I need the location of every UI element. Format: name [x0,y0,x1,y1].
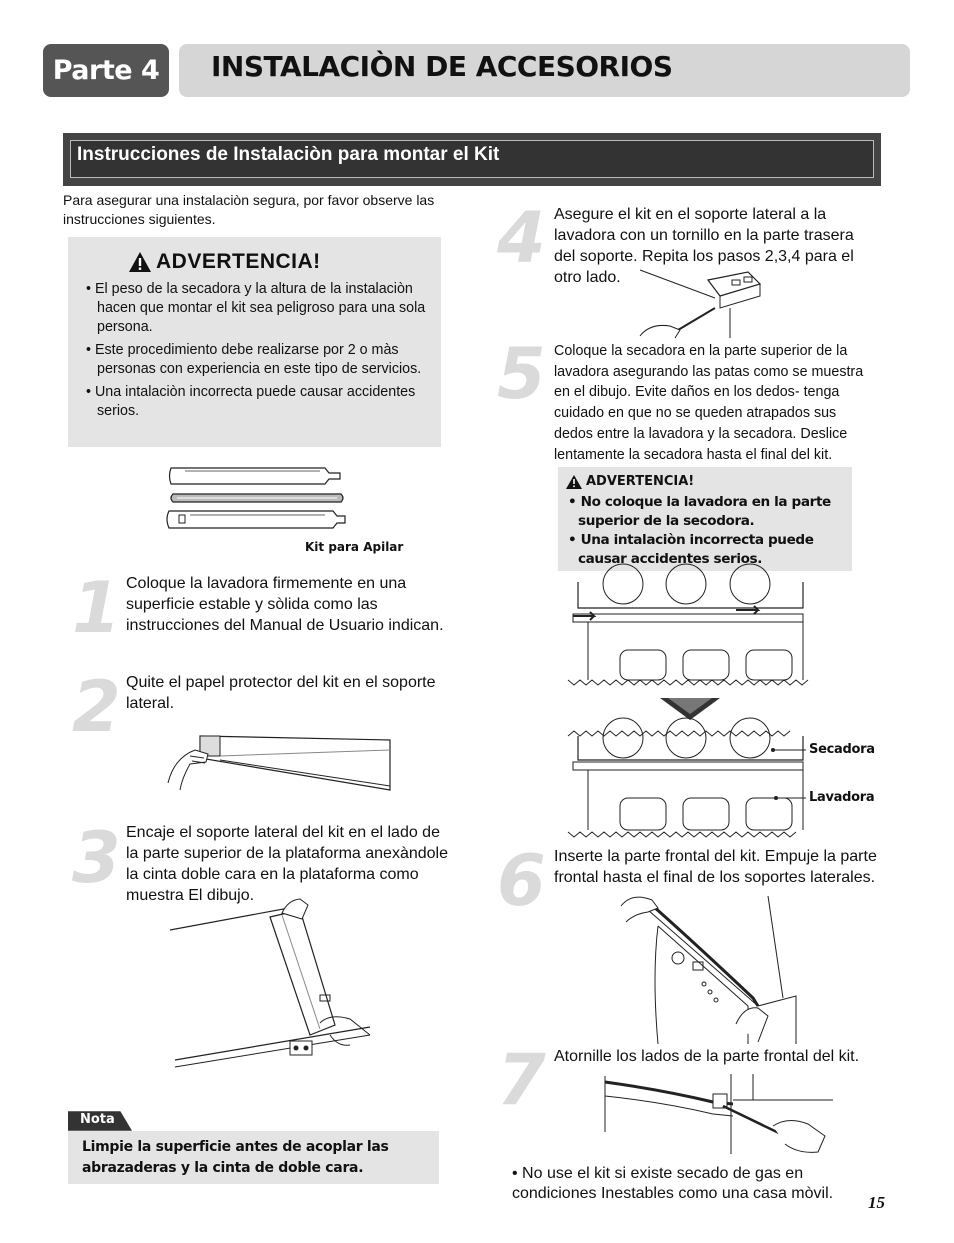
step-number-2: 2 [72,666,121,748]
step-number-4: 4 [497,197,546,279]
warning-item: • Este procedimiento debe realizarse por 2 o màs personas con experiencia en este tipo de servicios. [86,342,422,377]
warning-triangle-icon [566,475,582,489]
warning-item: • Una intalaciòn incorrecta puede causar accidentes serios. [86,384,416,419]
step-number-1: 1 [72,567,121,649]
part-label: Parte 4 [52,55,160,86]
warning-item: • Una intalaciòn incorrecta puede causar accidentes serios. [568,532,814,567]
section-title: Instrucciones de Instalaciòn para montar el Kit [77,144,500,165]
footnote: • No use el kit si existe secado de gas en condiciones Inestables como una casa mòvil. [512,1165,834,1202]
note-label: Nota [80,1112,115,1127]
attach-side-bracket-illustration [170,895,375,1075]
step-7-text: Atornille los lados de la parte frontal del kit. [554,1048,860,1065]
step-number-7: 7 [497,1039,546,1121]
warning-title-2-text: ADVERTENCIA! [586,474,695,489]
screw-kit-illustration [630,268,765,340]
intro-text: Para asegurar una instalaciòn segura, por favor observe las instrucciones siguientes. [63,192,435,227]
washer-label: Lavadora [809,790,875,805]
kit-caption: Kit para Apilar [305,540,404,554]
warning-item: • El peso de la secadora y la altura de la instalaciòn hacen que montar el kit sea peligroso para una sola persona. [86,281,426,335]
warning-title [128,250,321,274]
screw-front-kit-illustration [603,1074,838,1160]
dryer-label: Secadora [809,742,875,757]
warning-title-2 [566,474,694,489]
step-2-text: Quite el papel protector del kit en el soporte lateral. [126,674,436,712]
warning-list-2 [566,493,852,569]
stacking-dryer-illustration [568,578,838,838]
warning-list [84,280,438,425]
peel-protector-illustration [160,728,395,793]
page-number: 15 [868,1193,885,1212]
warning-title-text: ADVERTENCIA! [156,250,321,273]
insert-front-kit-illustration [618,896,808,1044]
step-number-3: 3 [72,817,121,899]
step-4-text: Asegure el kit en el soporte lateral a la lavadora con un tornillo en la parte trasera del soporte. Repita los pasos 2,3,4 para el otro lado. [554,206,854,286]
part-tab [43,44,169,97]
stacking-kit-illustration [165,465,350,535]
page-title: INSTALACIÒN DE ACCESORIOS [211,50,673,83]
step-number-6: 6 [497,840,546,922]
warning-item: • No coloque la lavadora en la parte superior de la secodora. [568,494,831,529]
warning-triangle-icon [128,251,152,273]
note-text: Limpie la superficie antes de acoplar las abrazaderas y la cinta de doble cara. [82,1139,389,1176]
step-number-5: 5 [497,333,546,415]
step-5-text: Coloque la secadora en la parte superior de la lavadora asegurando las patas como se muestra en el dibujo. Evite daños en los dedos- tenga cuidado en que no se queden atrapados sus dedos entre la lavadora y la secadora. Deslice lentamente la secadora hasta el final del kit. [554,343,864,463]
step-3-text: Encaje el soporte lateral del kit en el lado de la parte superior de la plataforma anexàndole la cinta doble cara en la plataforma como muestra El dibujo. [126,824,448,904]
step-1-text: Coloque la lavadora firmemente en una superficie estable y sòlida como las instrucciones del Manual de Usuario indican. [126,575,444,634]
step-6-text: Inserte la parte frontal del kit. Empuje la parte frontal hasta el final de los soportes laterales. [554,848,877,886]
